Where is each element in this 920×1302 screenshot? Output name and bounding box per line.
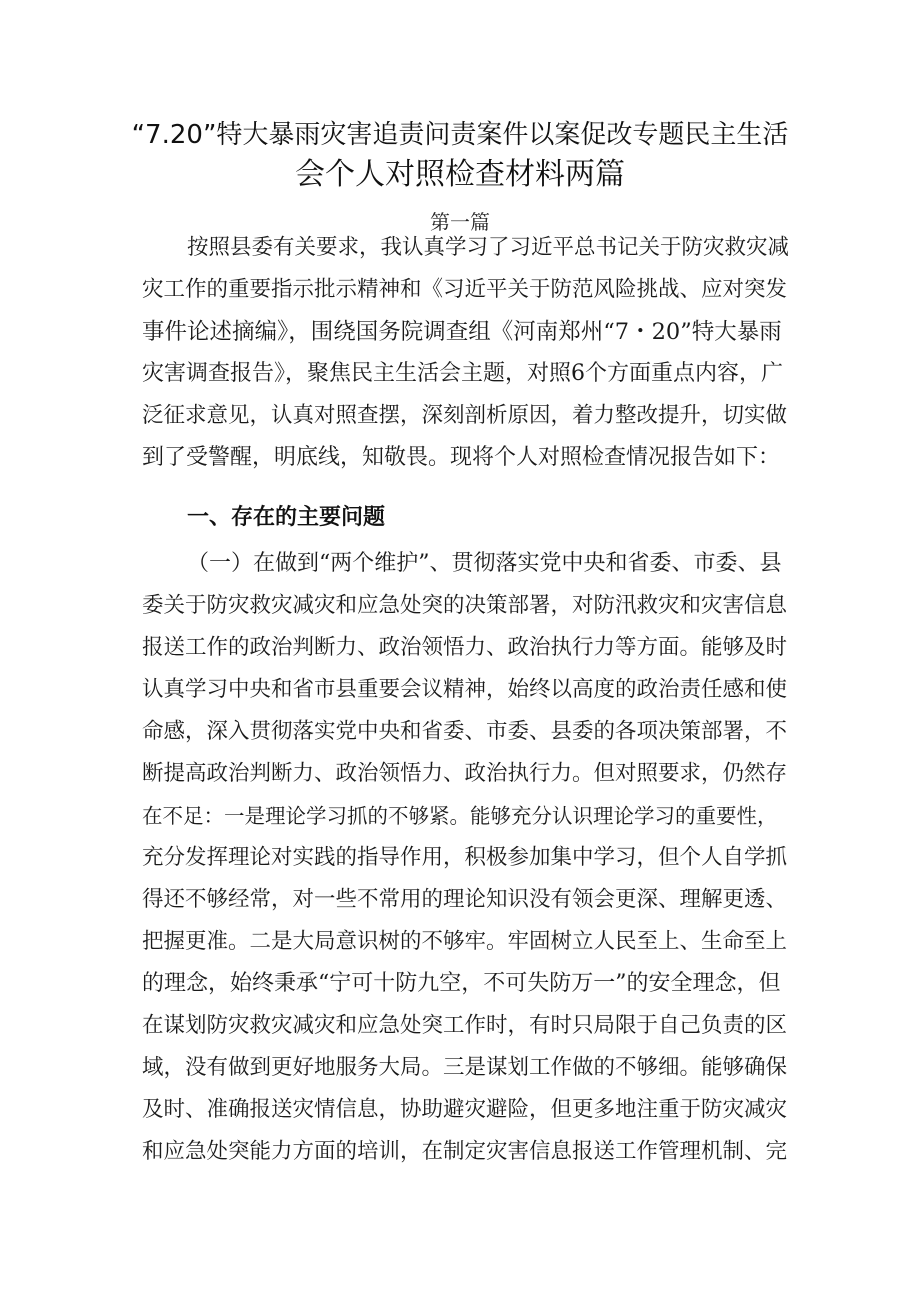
paragraph-line: 到了受警醒，明底线，知敬畏。现将个人对照检查情况报告如下： <box>142 445 781 470</box>
paragraph-line: 灾害调查报告》，聚焦民主生活会主题，对照6个方面重点内容，广 <box>142 361 783 386</box>
paragraph-line: 及时、准确报送灾情信息，协助避灾避险，但更多地注重于防灾减灾 <box>142 1097 788 1122</box>
paragraph-line: 泛征求意见，认真对照查摆，深刻剖析原因，着力整改提升，切实做 <box>142 403 788 428</box>
section-subtitle: 第一篇 <box>430 210 490 234</box>
paragraph-line: 断提高政治判断力、政治领悟力、政治执行力。但对照要求，仍然存 <box>142 761 788 786</box>
section-heading: 一、存在的主要问题 <box>187 505 386 530</box>
paragraph-line: 域，没有做到更好地服务大局。三是谋划工作做的不够细。能够确保 <box>142 1055 788 1080</box>
paragraph-line: 按照县委有关要求，我认真学习了习近平总书记关于防灾救灾减 <box>187 235 790 260</box>
paragraph-line: 命感，深入贯彻落实党中央和省委、市委、县委的各项决策部署，不 <box>142 719 788 744</box>
paragraph-line: 的理念，始终秉承“宁可十防九空，不可失防万一”的安全理念，但 <box>142 971 781 996</box>
paragraph-line: 和应急处突能力方面的培训，在制定灾害信息报送工作管理机制、完 <box>142 1139 788 1164</box>
paragraph-line: 把握更准。二是大局意识树的不够牢。牢固树立人民至上、生命至上 <box>142 929 788 954</box>
paragraph-line: 报送工作的政治判断力、政治领悟力、政治执行力等方面。能够及时 <box>142 635 788 660</box>
paragraph-line: 认真学习中央和省市县重要会议精神，始终以高度的政治责任感和使 <box>142 677 788 702</box>
paragraph-line: 在不足：一是理论学习抓的不够紧。能够充分认识理论学习的重要性， <box>142 804 778 828</box>
paragraph-line: 在谋划防灾救灾减灾和应急处突工作时，有时只局限于自己负责的区 <box>142 1013 788 1038</box>
document-title-line-1: “7.20”特大暴雨灾害追责问责案件以案促改专题民主生活 <box>131 120 789 150</box>
paragraph-line: 事件论述摘编》，围绕国务院调查组《河南郑州“7・20”特大暴雨 <box>142 319 782 345</box>
document-title-line-2: 会个人对照检查材料两篇 <box>295 157 625 192</box>
body-paragraph <box>142 543 790 1173</box>
paragraph-line: 委关于防灾救灾减灾和应急处突的决策部署，对防汛救灾和灾害信息 <box>142 593 788 618</box>
paragraph-line: （一）在做到“两个维护”、贯彻落实党中央和省委、市委、县 <box>187 551 782 576</box>
paragraph-line: 得还不够经常，对一些不常用的理论知识没有领会更深、理解更透、 <box>142 887 788 912</box>
paragraph-line: 充分发挥理论对实践的指导作用，积极参加集中学习，但个人自学抓 <box>142 845 788 870</box>
intro-paragraph <box>142 227 790 479</box>
paragraph-line: 灾工作的重要指示批示精神和《习近平关于防范风险挑战、应对突发 <box>142 277 788 302</box>
